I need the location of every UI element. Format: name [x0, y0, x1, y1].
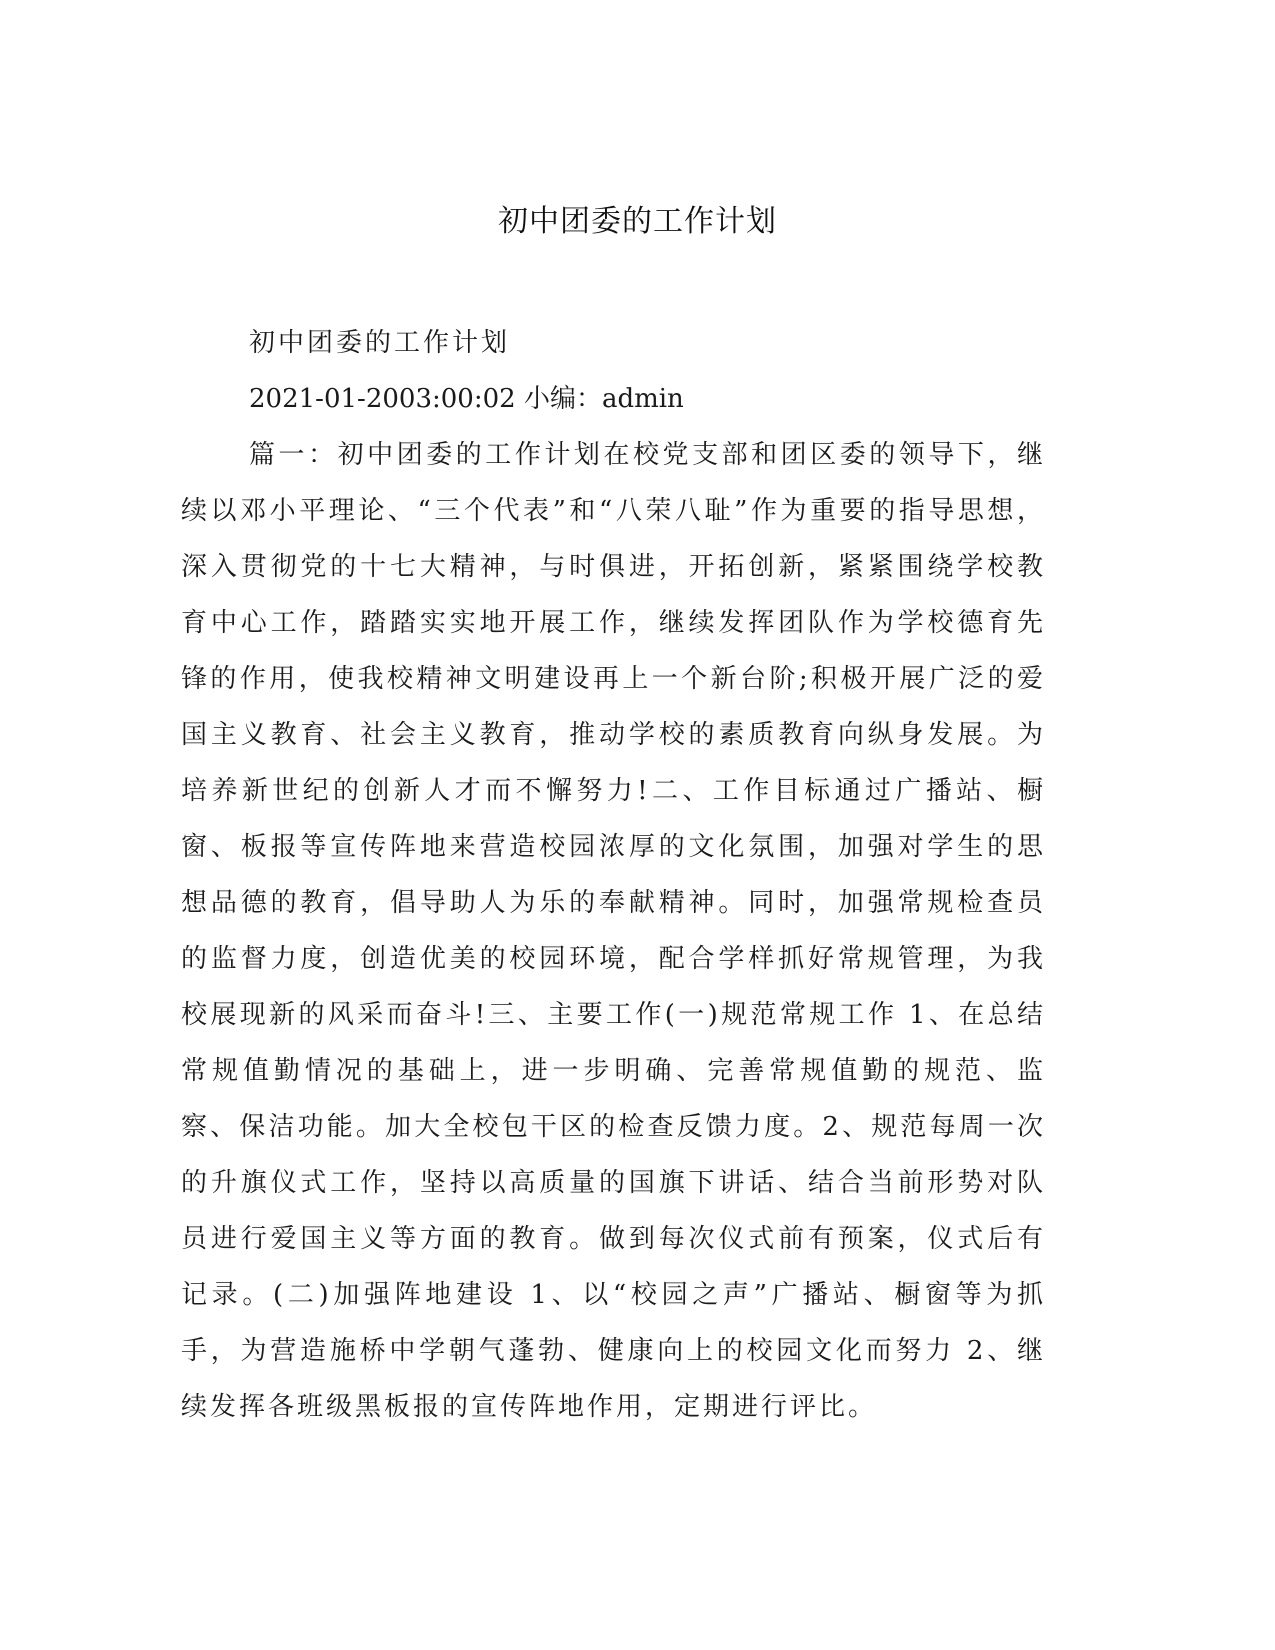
document-content — [181, 315, 1046, 1435]
document-body-paragraph: 篇一：初中团委的工作计划在校党支部和团区委的领导下，继续以邓小平理论、“三个代表”和“八荣八耻”作为重要的指导思想，深入贯彻党的十七大精神，与时俱进，开拓创新，紧紧围绕学校教育中心工作，踏踏实实地开展工作，继续发挥团队作为学校德育先锋的作用，使我校精神文明建设再上一个新台阶;积极开展广泛的爱国主义教育、社会主义教育，推动学校的素质教育向纵身发展。为培养新世纪的创新人才而不懈努力!二、工作目标通过广播站、橱窗、板报等宣传阵地来营造校园浓厚的文化氛围，加强对学生的思想品德的教育，倡导助人为乐的奉献精神。同时，加强常规检查员的监督力度，创造优美的校园环境，配合学样抓好常规管理，为我校展现新的风采而奋斗!三、主要工作(一)规范常规工作 1、在总结常规值勤情况的基础上，进一步明确、完善常规值勤的规范、监察、保洁功能。加大全校包干区的检查反馈力度。2、规范每周一次的升旗仪式工作，坚持以高质量的国旗下讲话、结合当前形势对队员进行爱国主义等方面的教育。做到每次仪式前有预案，仪式后有记录。(二)加强阵地建设 1、以“校园之声”广播站、橱窗等为抓手，为营造施桥中学朝气蓬勃、健康向上的校园文化而努力 2、继续发挥各班级黑板报的宣传阵地作用，定期进行评比。 — [181, 440, 1046, 1422]
document-meta: 2021-01-2003:00:02 小编：admin — [249, 384, 684, 414]
document-title: 初中团委的工作计划 — [498, 204, 777, 239]
document-subtitle: 初中团委的工作计划 — [249, 328, 511, 358]
